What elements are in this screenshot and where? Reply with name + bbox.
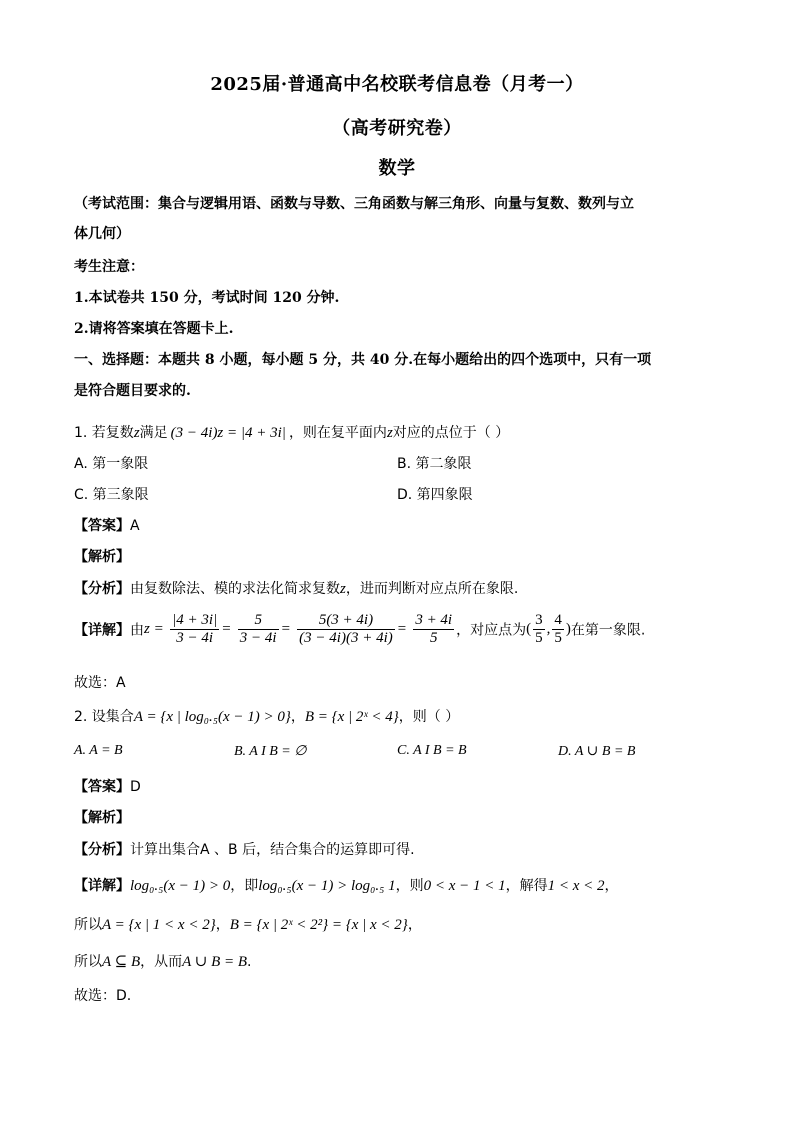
q1-frac-3-den: (3 − 4i)(3 + 4i) [299, 630, 393, 646]
q1-eq-1: = [221, 621, 232, 637]
q2-d2e: ， [407, 917, 422, 933]
q1-frac-4 [413, 612, 454, 647]
q1-fenxi-tag: 【分析】 [74, 581, 130, 597]
q1-analysis-tag: 【解析】 [74, 549, 130, 565]
exam-subtitle: （高考研究卷） [332, 118, 462, 139]
q2-option-d: D. A ∪ B = B [558, 744, 636, 759]
q2-option-b: B. A I B = ∅ [234, 744, 307, 759]
q1-var-z: z [133, 425, 140, 441]
q1-var-z-2: z [386, 425, 393, 441]
q1-fenxi-a: 由复数除法、模的求法化简求复数 [130, 581, 340, 597]
q1-pt-open: ( [526, 621, 532, 637]
q1-frac-4-num: 3 + 4i [415, 612, 453, 628]
q1-option-a: A. 第一象限 [74, 456, 149, 472]
q2-d1g: 1 < x < 2 [547, 878, 605, 894]
q1-frac-2 [238, 612, 279, 647]
subject-title: 数学 [378, 158, 416, 179]
q2-d1a: log₀.₅(x − 1) > 0 [130, 878, 231, 894]
q2-fenxi-text: 计算出集合A 、B 后，结合集合的运算即可得. [130, 842, 415, 858]
q2-d2c: ， [215, 917, 230, 933]
q1-pt-x-den: 5 [535, 630, 543, 646]
q1-option-d: D. 第四象限 [397, 487, 473, 503]
q1-fenxi-b: ，进而判断对应点所在象限. [345, 581, 519, 597]
q1-condition: (3 − 4i)z = |4 + 3i| [170, 425, 286, 441]
q1-fenxi [74, 578, 518, 598]
q2-prefix: 2. 设集合 [74, 709, 134, 725]
q1-detail-pre: 由 [130, 622, 144, 639]
q2-detail-line-1 [74, 875, 619, 895]
q1-prefix: 1. 若复数 [74, 425, 134, 441]
q1-option-c: C. 第三象限 [74, 487, 149, 503]
q1-detail-end: 在第一象限. [570, 622, 646, 639]
q1-frac-2-num: 5 [238, 612, 279, 630]
q1-frac-1-num: |4 + 3i| [172, 612, 218, 628]
q2-set-b: B = {x | 2ˣ < 4} [304, 709, 399, 725]
q2-set-a: A = {x | log₀.₅(x − 1) > 0} [133, 709, 291, 725]
q2-detail-tag: 【详解】 [74, 878, 130, 894]
q2-answer-tag: 【答案】 [74, 779, 130, 795]
q1-frac-4-den: 5 [429, 630, 438, 646]
question-1-stem [74, 422, 509, 442]
q1-fenxi-z: z [340, 581, 346, 597]
q1-mid1: 满足 [139, 425, 168, 441]
q1-eq-3: = [396, 621, 407, 637]
exam-scope-line-2: 体几何） [74, 226, 130, 242]
q2-answer [74, 776, 141, 796]
q1-option-b: B. 第二象限 [397, 456, 472, 472]
q2-d3d: A ∪ B = B [182, 954, 248, 970]
q1-frac-1-den: 3 − 4i [176, 630, 214, 646]
q1-frac-3-num: 5(3 + 4i) [297, 612, 395, 630]
q2-suffix: ，则（ ） [398, 709, 460, 725]
q1-choose: 故选：A [74, 675, 126, 691]
q2-d1c: log₀.₅(x − 1) > log₀.₅ 1 [258, 878, 396, 894]
q1-detail [74, 612, 645, 647]
q2-fenxi [74, 839, 415, 859]
q1-pt-y-den: 5 [554, 630, 562, 646]
q2-detail-line-2 [74, 914, 422, 934]
q2-sep: ， [290, 709, 305, 725]
q1-answer-value: A [130, 518, 140, 534]
q2-d1b: ，即 [230, 878, 259, 894]
section-heading-line-2: 是符合题目要求的. [74, 383, 191, 399]
q1-frac-3 [297, 612, 395, 647]
q1-answer [74, 515, 140, 535]
question-2-stem [74, 706, 459, 726]
q2-d2a: 所以 [74, 917, 102, 933]
q1-detail-tag: 【详解】 [74, 622, 130, 639]
q1-pt-y-num: 4 [554, 612, 562, 628]
q2-d2b: A = {x | 1 < x < 2} [102, 917, 216, 933]
q2-detail-line-3 [74, 951, 252, 971]
q2-option-c: C. A I B = B [397, 743, 467, 758]
q1-pt-y [552, 612, 564, 647]
q1-eq-2: = [280, 621, 291, 637]
exam-title: 2025届·普通高中名校联考信息卷（月考一） [210, 74, 584, 95]
q1-pt-close: ) [565, 621, 571, 637]
q1-detail-mid: ，对应点为 [456, 622, 527, 639]
section-heading-line-1: 一、选择题：本题共 8 小题，每小题 5 分，共 40 分.在每小题给出的四个选项中，只有一项 [74, 352, 652, 368]
q1-pt-x-num: 3 [535, 612, 543, 628]
q2-choose: 故选：D. [74, 988, 132, 1004]
q2-d1f: ，解得 [505, 878, 548, 894]
q2-answer-value: D [130, 779, 141, 795]
q2-d3e: . [247, 954, 252, 970]
q1-frac-2-den: 3 − 4i [239, 630, 277, 646]
q1-frac-1 [170, 612, 219, 647]
q1-pt-x [533, 612, 545, 647]
q1-mid2: ，则在复平面内 [288, 425, 387, 441]
q1-answer-tag: 【答案】 [74, 518, 130, 534]
exam-scope-line-1: （考试范围：集合与逻辑用语、函数与导数、三角函数与解三角形、向量与复数、数列与立 [74, 196, 634, 212]
notice-item-2: 2.请将答案填在答题卡上. [74, 321, 234, 337]
q2-d1e: 0 < x − 1 < 1 [423, 878, 506, 894]
q2-d1d: ，则 [395, 878, 424, 894]
q2-d3c: ，从而 [140, 954, 183, 970]
q1-detail-lhs: z = [144, 621, 164, 637]
q1-mid3: 对应的点位于（ ） [392, 425, 510, 441]
q2-analysis-tag: 【解析】 [74, 810, 130, 826]
q2-d3b: A ⊆ B [102, 954, 141, 970]
q2-fenxi-tag: 【分析】 [74, 842, 130, 858]
q1-pt-comma: , [546, 621, 551, 637]
notice-title: 考生注意： [74, 259, 144, 275]
notice-item-1: 1.本试卷共 150 分，考试时间 120 分钟. [74, 290, 340, 306]
q2-d3a: 所以 [74, 954, 102, 970]
q2-option-a: A. A = B [74, 743, 123, 758]
q2-d1h: ， [604, 878, 619, 894]
q2-d2d: B = {x | 2ˣ < 2²} = {x | x < 2} [229, 917, 408, 933]
